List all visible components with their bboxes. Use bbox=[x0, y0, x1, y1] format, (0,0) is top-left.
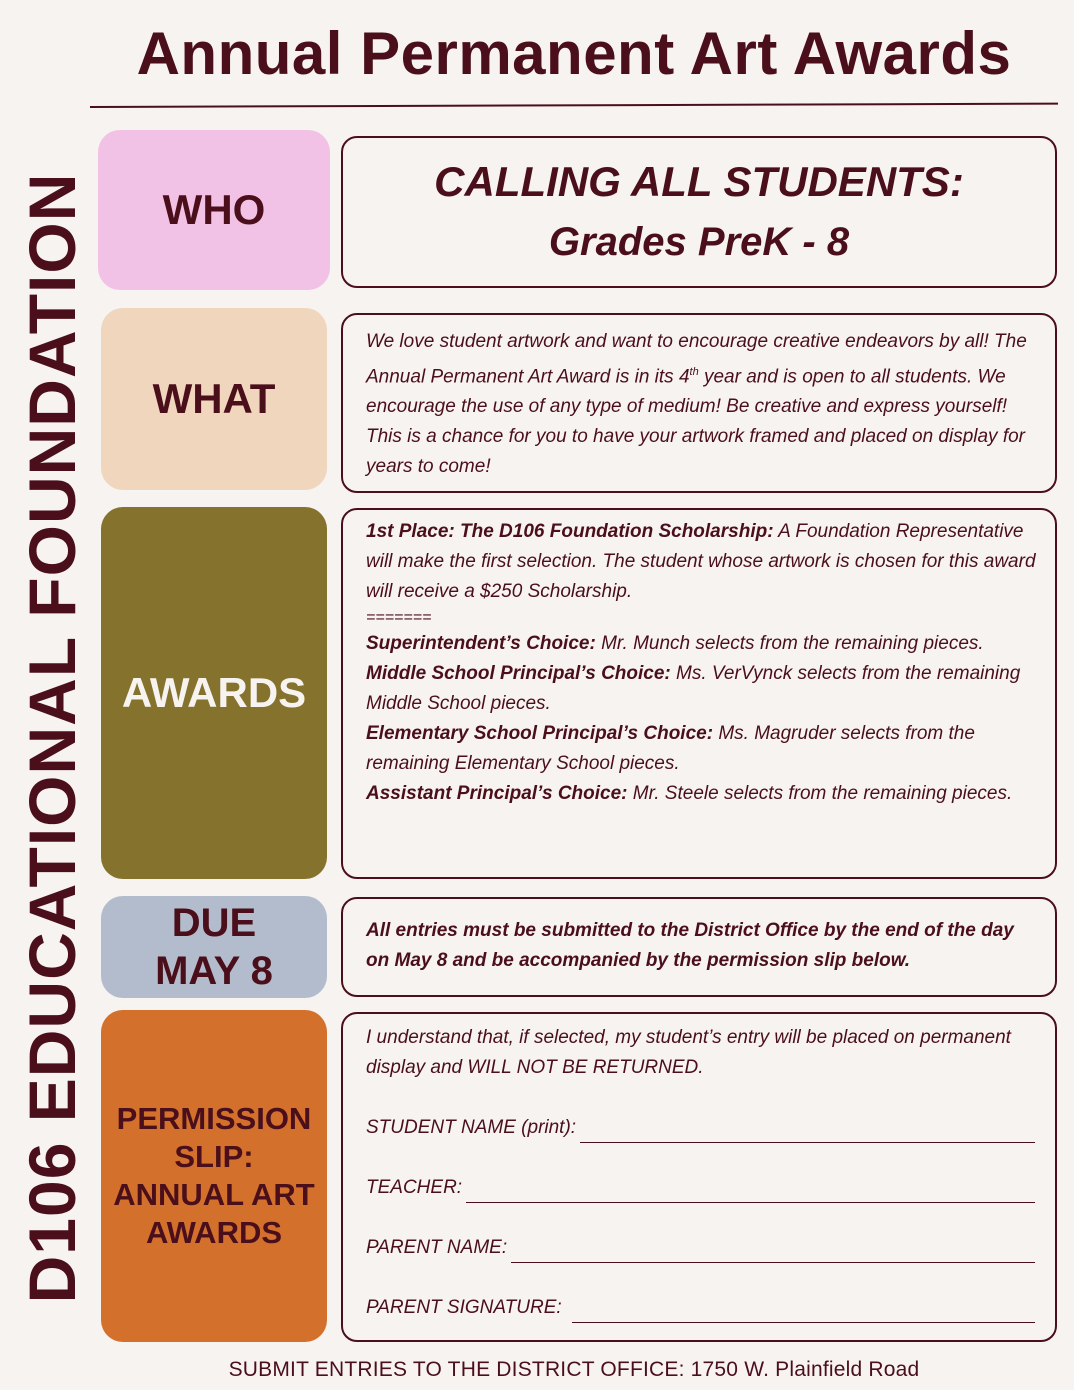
who-label: WHO bbox=[162, 186, 266, 233]
parent-name-line[interactable] bbox=[511, 1240, 1035, 1263]
teacher-line[interactable] bbox=[466, 1180, 1035, 1203]
student-name-line[interactable] bbox=[580, 1120, 1035, 1143]
awards-list bbox=[366, 517, 1037, 809]
foundation-vertical-title: D106 EDUCATIONAL FOUNDATION bbox=[15, 172, 89, 1304]
awards-label-box bbox=[101, 507, 327, 879]
what-label: WHAT bbox=[152, 375, 276, 422]
what-description: We love student artwork and want to encourage creative endeavors by all! The Annual Permanent Art Award is in its 4th year and is open to all students. We encourage the use of any type of medium! Be creative and express yourself! This is a chance for you to have your artwork framed and placed on display for years to come! bbox=[366, 331, 1027, 478]
permission-content-box bbox=[341, 1012, 1057, 1342]
permission-label-line: ANNUAL ART bbox=[113, 1177, 315, 1212]
award-item: Middle School Principal’s Choice: Ms. VerVynck selects from the remaining Middle School pieces. bbox=[366, 663, 1021, 714]
student-name-label: STUDENT NAME (print): bbox=[366, 1117, 577, 1138]
permission-label-line: PERMISSION bbox=[116, 1101, 312, 1136]
who-heading: CALLING ALL STUDENTS: bbox=[434, 158, 964, 205]
who-grades: Grades PreK - 8 bbox=[548, 220, 850, 264]
ordinal-suffix: th bbox=[689, 366, 699, 378]
parent-name-field[interactable] bbox=[366, 1233, 1035, 1263]
due-label-box bbox=[101, 896, 327, 998]
who-content-box bbox=[341, 136, 1057, 288]
due-instructions: All entries must be submitted to the District Office by the end of the day on May 8 and be accompanied by the permission slip below. bbox=[366, 920, 1014, 971]
who-label-box bbox=[98, 130, 330, 290]
what-content-box bbox=[341, 313, 1057, 493]
page-title: Annual Permanent Art Awards bbox=[136, 20, 1012, 87]
due-label: DUE bbox=[171, 901, 257, 945]
permission-label-box bbox=[101, 1010, 327, 1342]
permission-label-line: AWARDS bbox=[145, 1215, 283, 1250]
awards-content-box bbox=[341, 508, 1057, 879]
teacher-field[interactable] bbox=[366, 1173, 1035, 1203]
award-item: Assistant Principal’s Choice: Mr. Steele selects from the remaining pieces. bbox=[366, 783, 1013, 804]
submission-footer: SUBMIT ENTRIES TO THE DISTRICT OFFICE: 1750 W. Plainfield Road bbox=[228, 1358, 920, 1381]
what-label-box bbox=[101, 308, 327, 490]
permission-label-line: SLIP: bbox=[174, 1139, 254, 1174]
title-divider bbox=[90, 103, 1058, 108]
due-date: MAY 8 bbox=[155, 949, 273, 993]
award-item: Elementary School Principal’s Choice: Ms. Magruder selects from the remaining Elementary School pieces. bbox=[366, 723, 975, 774]
parent-signature-field[interactable] bbox=[366, 1293, 1035, 1323]
student-name-field[interactable] bbox=[366, 1113, 1035, 1143]
first-place-award: 1st Place: The D106 Foundation Scholarship: A Foundation Representative will make the first selection. The student whose artwork is chosen for this award will receive a $250 Scholarship. bbox=[366, 521, 1036, 602]
due-content-box bbox=[341, 897, 1057, 997]
awards-divider: ======= bbox=[366, 609, 432, 626]
award-item: Superintendent’s Choice: Mr. Munch selects from the remaining pieces. bbox=[366, 633, 984, 654]
awards-label: AWARDS bbox=[121, 669, 307, 716]
parent-signature-label: PARENT SIGNATURE: bbox=[366, 1297, 562, 1318]
parent-name-label: PARENT NAME: bbox=[366, 1237, 508, 1258]
parent-signature-line[interactable] bbox=[572, 1300, 1035, 1323]
permission-fields bbox=[366, 1113, 1035, 1323]
teacher-label: TEACHER: bbox=[366, 1177, 463, 1198]
permission-statement: I understand that, if selected, my student’s entry will be placed on permanent display and WILL NOT BE RETURNED. bbox=[366, 1027, 1011, 1078]
